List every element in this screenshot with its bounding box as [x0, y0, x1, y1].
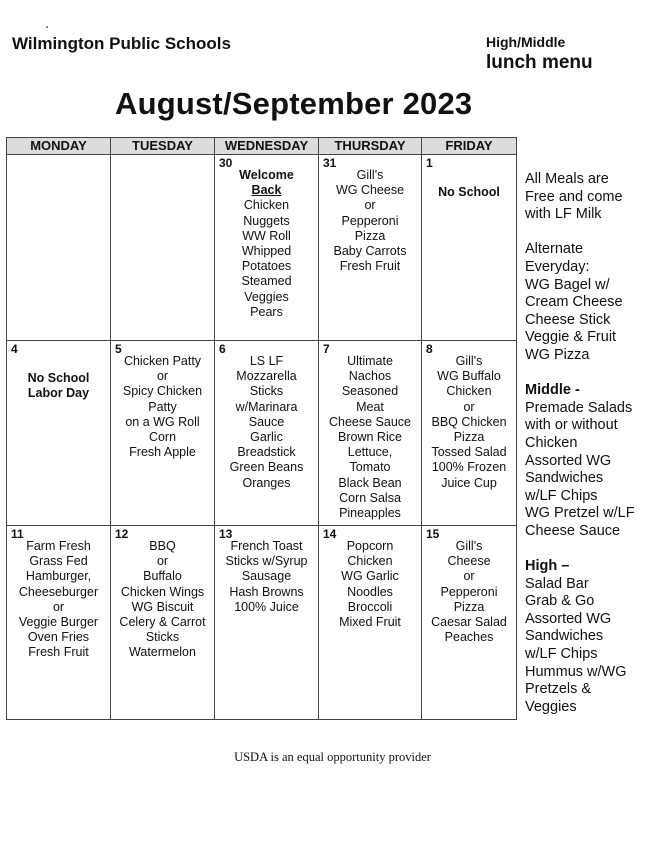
note-line: Everyday:: [525, 258, 590, 275]
note-line: Alternate: [525, 241, 584, 258]
menu-item: Farm Fresh: [26, 539, 91, 553]
menu-notes-sidebar: [525, 171, 663, 716]
menu-item: Fresh Fruit: [28, 645, 89, 660]
menu-item: Pizza: [453, 430, 485, 445]
menu-item: Fresh Apple: [129, 445, 196, 460]
weekday-header-row: [7, 138, 517, 155]
menu-item: or: [156, 554, 169, 569]
day-cell-empty: [111, 155, 215, 341]
menu-item: Celery & Carrot: [119, 615, 206, 630]
menu-item: Broccoli: [347, 599, 393, 614]
day-cell: [319, 526, 422, 720]
menu-item: Whipped: [241, 244, 292, 259]
day-cell: [7, 341, 111, 526]
day-cell: [422, 341, 517, 526]
menu-item: Noodles: [347, 584, 393, 599]
note-line: Veggie & Fruit: [525, 329, 617, 346]
page-title: August/September 2023: [115, 86, 473, 121]
menu-item: Nuggets: [243, 213, 290, 228]
note-line: with or without: [525, 417, 618, 434]
menu-item: Cheese Sauce: [328, 414, 411, 429]
menu-item: or: [52, 599, 65, 614]
note-line: Cheese Stick: [525, 311, 611, 328]
menu-item: Breadstick: [237, 445, 296, 460]
menu-item: Pepperoni: [341, 213, 399, 228]
menu-item: Gill's: [356, 168, 384, 182]
menu-item: Hash Browns: [229, 584, 304, 599]
menu-item: Buffalo: [143, 569, 182, 584]
note-line: Free and come: [525, 188, 623, 205]
note-line: Veggies: [525, 698, 577, 715]
note-line: Grab & Go: [525, 593, 595, 610]
menu-item: Oranges: [242, 475, 291, 490]
menu-item: Peaches: [444, 630, 494, 645]
note-line: Cheese Sauce: [525, 522, 621, 539]
menu-item: Garlic: [250, 430, 283, 445]
menu-item: Black Bean: [338, 475, 402, 490]
menu-item: Ultimate: [347, 354, 393, 368]
meals-note: [525, 171, 663, 224]
middle-heading: Middle -: [525, 382, 580, 399]
menu-item: w/Marinara: [235, 399, 298, 414]
day-cell: [215, 526, 319, 720]
note-line: Salad Bar: [525, 575, 589, 592]
menu-item: Grass Fed: [29, 554, 88, 569]
menu-item: Labor Day: [27, 386, 90, 401]
note-line: Assorted WG: [525, 452, 612, 469]
menu-item: WG Biscuit: [131, 599, 194, 614]
note-line: Hummus w/WG: [525, 663, 627, 680]
menu-item: WG Buffalo: [437, 369, 501, 384]
menu-item: Corn Salsa: [339, 490, 401, 505]
note-line: Assorted WG: [525, 610, 612, 627]
note-line: Premade Salads: [525, 399, 633, 416]
menu-item: Veggie Burger: [18, 615, 99, 630]
day-cell: [111, 526, 215, 720]
day-number: 1: [426, 156, 433, 170]
middle-note: [525, 382, 663, 540]
menu-item: on a WG Roll: [125, 414, 200, 429]
menu-item: Fresh Fruit: [339, 259, 401, 274]
day-number: 6: [219, 342, 226, 356]
day-number: 11: [11, 527, 24, 541]
day-cell-empty: [7, 155, 111, 341]
note-line: Pretzels &: [525, 681, 592, 698]
weekday-friday: FRIDAY: [422, 138, 517, 155]
menu-item: BBQ Chicken: [431, 414, 507, 429]
menu-item: Cheeseburger: [18, 584, 99, 599]
day-number: 12: [115, 527, 129, 541]
day-cell: [215, 341, 319, 526]
menu-item: WW Roll: [242, 228, 291, 243]
menu-item: Veggies: [244, 289, 289, 304]
day-number: 31: [323, 156, 337, 170]
district-name: Wilmington Public Schools: [12, 34, 231, 53]
note-line: WG Bagel w/: [525, 276, 610, 293]
menu-item: Green Beans: [229, 460, 304, 475]
weekday-tuesday: TUESDAY: [111, 138, 215, 155]
menu-item: or: [156, 369, 169, 384]
menu-item: 100% Frozen: [431, 460, 507, 475]
menu-item: or: [463, 569, 475, 584]
day-cell: [7, 526, 111, 720]
menu-item: Popcorn: [346, 539, 394, 553]
menu-item: Hamburger,: [25, 569, 92, 584]
alternate-note: [525, 241, 663, 364]
day-cell: [111, 341, 215, 526]
menu-item: Cheese: [447, 554, 491, 569]
menu-item: Corn: [148, 430, 177, 445]
menu-item: Sticks: [145, 630, 180, 645]
scan-speck: [46, 26, 48, 28]
menu-item: Watermelon: [129, 645, 196, 660]
note-line: WG Pizza: [525, 346, 590, 363]
week-row: [7, 155, 517, 341]
menu-item: LS LF: [249, 354, 284, 368]
menu-item: Gill's: [455, 354, 483, 368]
menu-item: Sausage: [241, 569, 292, 584]
day-cell: [319, 155, 422, 341]
menu-item: Tomato: [349, 460, 391, 475]
menu-item: Chicken: [347, 554, 393, 569]
day-number: 4: [11, 342, 18, 356]
menu-item: Chicken Patty: [123, 354, 202, 368]
high-heading: High –: [525, 558, 570, 575]
menu-type: lunch menu: [486, 52, 593, 73]
menu-item: Pizza: [354, 228, 386, 243]
menu-calendar: [6, 137, 517, 720]
menu-item: Spicy Chicken: [122, 384, 203, 399]
menu-item: Welcome: [239, 168, 294, 182]
menu-item: Pears: [250, 304, 283, 319]
menu-item: Sauce: [248, 414, 285, 429]
note-line: Chicken: [525, 434, 578, 451]
menu-item: Pizza: [453, 599, 485, 614]
usda-footer: USDA is an equal opportunity provider: [234, 750, 431, 764]
high-note: [525, 558, 663, 716]
menu-item: Mozzarella: [236, 369, 297, 384]
menu-item: No School: [438, 185, 500, 199]
menu-item: Tossed Salad: [431, 445, 507, 460]
menu-item: WG Cheese: [335, 183, 405, 198]
menu-item: Sticks w/Syrup: [225, 554, 308, 569]
day-number: 8: [426, 342, 433, 356]
weekday-wednesday: WEDNESDAY: [215, 138, 319, 155]
menu-item: or: [364, 198, 376, 213]
menu-item: Lettuce,: [347, 445, 393, 460]
menu-item: No School: [27, 371, 90, 385]
menu-item: Steamed: [241, 274, 292, 289]
menu-item: Back: [251, 183, 282, 198]
note-line: Sandwiches: [525, 628, 604, 645]
day-number: 14: [323, 527, 337, 541]
note-line: with LF Milk: [525, 206, 602, 223]
day-number: 30: [219, 156, 233, 170]
menu-item: WG Garlic: [341, 569, 399, 584]
note-line: WG Pretzel w/LF: [525, 505, 635, 522]
menu-item: Potatoes: [241, 259, 292, 274]
note-line: w/LF Chips: [525, 487, 598, 504]
menu-item: Nachos: [348, 369, 392, 384]
menu-item: Chicken Wings: [120, 584, 205, 599]
day-number: 7: [323, 342, 330, 356]
menu-item: Baby Carrots: [333, 244, 407, 259]
menu-item: Patty: [148, 399, 177, 414]
note-line: All Meals are: [525, 171, 609, 187]
menu-item: Seasoned: [341, 384, 399, 399]
menu-item: Gill's: [455, 539, 483, 553]
day-cell: [422, 526, 517, 720]
menu-item: Sticks: [249, 384, 284, 399]
menu-item: BBQ: [149, 539, 176, 553]
weekday-thursday: THURSDAY: [319, 138, 422, 155]
day-cell: [319, 341, 422, 526]
menu-item: 100% Juice: [234, 599, 299, 614]
menu-item: Meat: [356, 399, 384, 414]
day-number: 5: [115, 342, 122, 356]
day-number: 15: [426, 527, 440, 541]
note-line: Cream Cheese: [525, 294, 623, 311]
note-line: w/LF Chips: [525, 646, 598, 663]
menu-item: or: [463, 399, 475, 414]
menu-item: Mixed Fruit: [339, 615, 401, 630]
menu-item: Brown Rice: [338, 430, 402, 445]
day-number: 13: [219, 527, 233, 541]
week-row: [7, 341, 517, 526]
week-row: [7, 526, 517, 720]
menu-item: Chicken: [446, 384, 492, 399]
day-cell: [215, 155, 319, 341]
menu-item: Chicken: [243, 198, 290, 213]
menu-item: Pepperoni: [440, 584, 498, 599]
weekday-monday: MONDAY: [7, 138, 111, 155]
school-level: High/Middle: [486, 34, 566, 50]
menu-item: Juice Cup: [441, 475, 497, 490]
menu-item: Oven Fries: [27, 630, 90, 645]
menu-item: Caesar Salad: [431, 615, 507, 630]
day-cell: [422, 155, 517, 341]
menu-item: Pineapples: [339, 506, 401, 521]
menu-item: French Toast: [230, 539, 303, 553]
note-line: Sandwiches: [525, 470, 604, 487]
